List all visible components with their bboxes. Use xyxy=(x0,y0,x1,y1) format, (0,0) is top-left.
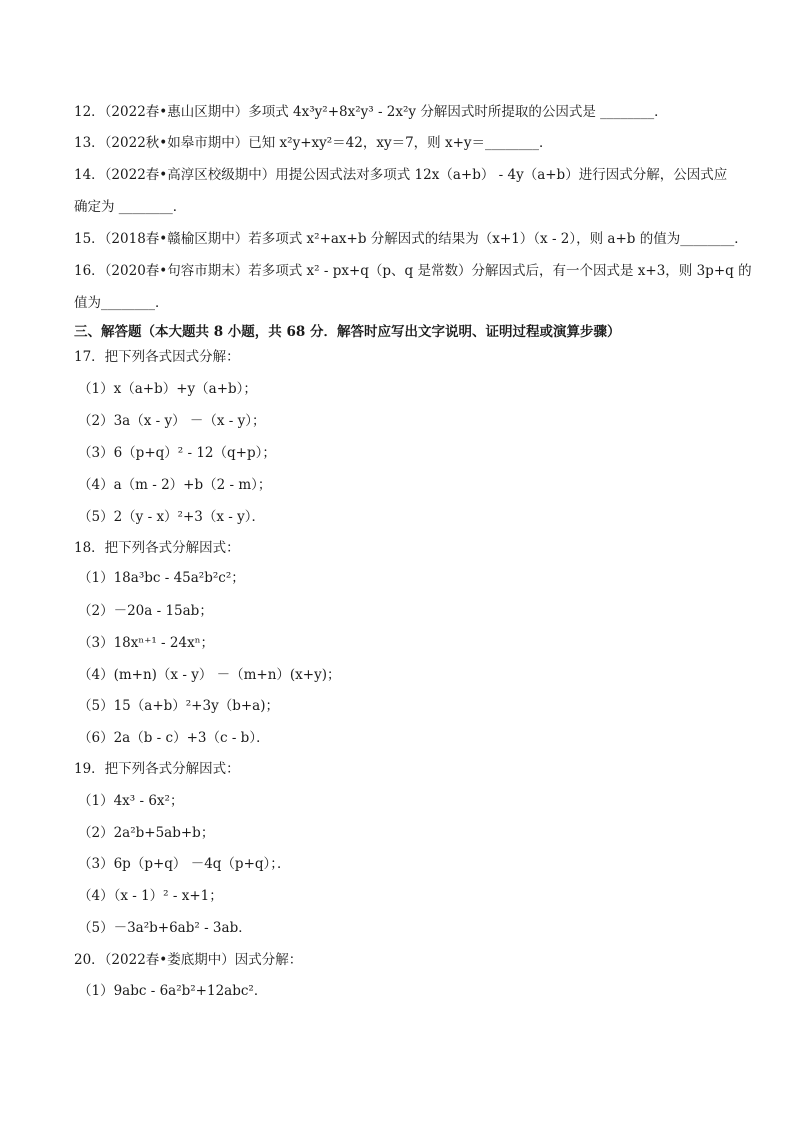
question-20: 20．（2022春•娄底期中）因式分解： xyxy=(74,952,303,968)
question-18-part-5: （5）15（a+b）²+3y（b+a)； xyxy=(78,698,279,714)
question-17: 17．把下列各式因式分解： xyxy=(74,349,240,365)
question-16-line-2: 值为________． xyxy=(74,295,169,311)
question-15: 15．（2018春•赣榆区期中）若多项式 x²+ax+b 分解因式的结果为（x+1）（x - 2），则 a+b 的值为________． xyxy=(74,231,748,247)
question-17-part-1: （1）x（a+b）+y（a+b）； xyxy=(78,381,257,397)
question-17-part-4: （4）a（m - 2）+b（2 - m）； xyxy=(78,477,272,493)
question-19: 19．把下列各式分解因式： xyxy=(74,761,240,777)
question-19-part-4: （4）（x - 1）² - x+1； xyxy=(78,888,223,904)
question-18-part-1: （1）18a³bc - 45a²b²c²； xyxy=(78,570,245,586)
question-18-part-2: （2）－20a - 15ab； xyxy=(78,603,213,619)
question-14-line-1: 14．（2022春•高淳区校级期中）用提公因式法对多项式 12x（a+b） - 4y（a+b）进行因式分解，公因式应 xyxy=(74,167,728,183)
question-19-part-5: （5）－3a²b+6ab² - 3ab． xyxy=(78,920,252,936)
question-19-part-3: （3）6p（p+q） －4q（p+q）；． xyxy=(78,856,291,872)
section-3-heading: 三、解答题（本大题共 8 小题，共 68 分．解答时应写出文字说明、证明过程或演算步骤） xyxy=(74,324,621,340)
question-14-line-2: 确定为 ________． xyxy=(74,199,187,215)
question-18: 18．把下列各式分解因式： xyxy=(74,540,240,556)
question-16-line-1: 16．（2020春•句容市期末）若多项式 x² - px+q（p、q 是常数）分解因式后，有一个因式是 x+3，则 3p+q 的 xyxy=(74,263,752,279)
question-19-part-2: （2）2a²b+5ab+b； xyxy=(78,825,215,841)
question-12: 12．（2022春•惠山区期中）多项式 4x³y²+8x²y³ - 2x²y 分解因式时所提取的公因式是 ________． xyxy=(74,104,668,120)
question-17-part-3: （3）6（p+q）² - 12（q+p）； xyxy=(78,445,276,461)
question-18-part-4: （4）(m+n)（x - y） －（m+n）(x+y)； xyxy=(78,667,341,683)
question-18-part-3: （3）18xⁿ⁺¹ - 24xⁿ； xyxy=(78,635,215,651)
question-13: 13．（2022秋•如皋市期中）已知 x²y+xy²＝42，xy＝7，则 x+y＝________． xyxy=(74,135,553,151)
question-17-part-5: （5）2（y - x）²+3（x - y）． xyxy=(78,509,266,525)
question-19-part-1: （1）4x³ - 6x²； xyxy=(78,793,184,809)
question-18-part-6: （6）2a（b - c）+3（c - b）． xyxy=(78,730,270,746)
question-20-part-1: （1）9abc - 6a²b²+12abc²． xyxy=(78,983,268,999)
question-17-part-2: （2）3a（x - y） －（x - y）； xyxy=(78,413,266,429)
